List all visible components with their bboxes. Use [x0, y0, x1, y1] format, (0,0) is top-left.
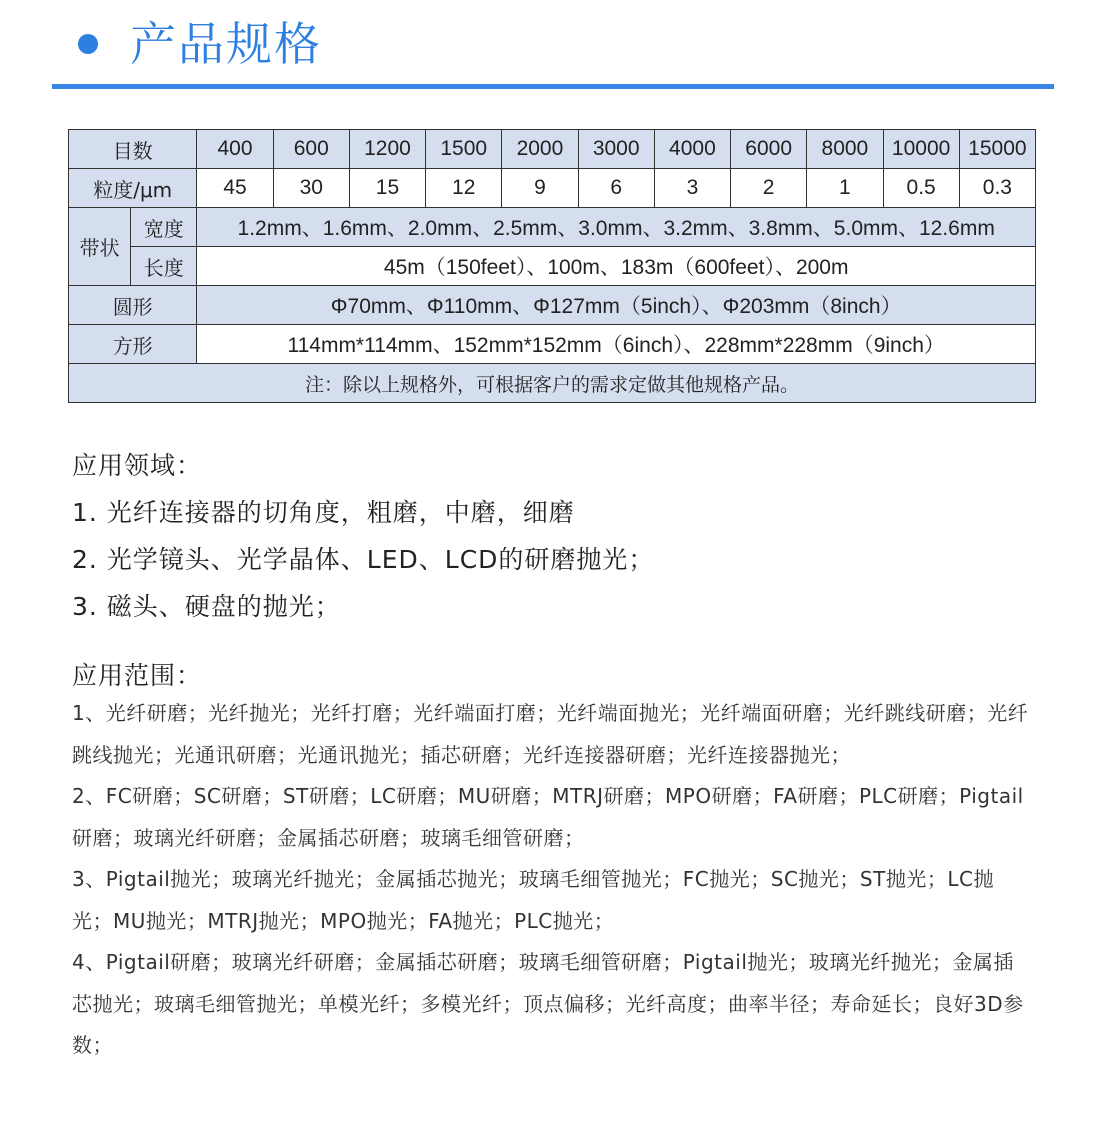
- mesh-cell: 10000: [883, 130, 959, 169]
- mesh-cell: 8000: [807, 130, 883, 169]
- spec-table: [68, 129, 1036, 403]
- scope-paragraph: 4、Pigtail研磨；玻璃光纤研磨；金属插芯研磨；玻璃毛细管研磨；Pigtail抛光；玻璃光纤抛光；金属插芯抛光；玻璃毛细管抛光；单模光纤；多模光纤；顶点偏移；光纤高度；曲率半径；寿命延长；良好3D参数；: [72, 950, 1024, 1057]
- grit-cell: 2: [731, 169, 807, 208]
- width-label: 宽度: [131, 208, 197, 247]
- grit-row: [69, 169, 1036, 208]
- grit-cell: 3: [654, 169, 730, 208]
- mesh-cell: 2000: [502, 130, 578, 169]
- grit-cell: 30: [273, 169, 349, 208]
- table-note: 注：除以上规格外，可根据客户的需求定做其他规格产品。: [69, 364, 1036, 403]
- mesh-cell: 4000: [654, 130, 730, 169]
- note-row: [69, 364, 1036, 403]
- scope-title: 应用范围：: [72, 661, 203, 690]
- mesh-label: 目数: [69, 130, 197, 169]
- section-header: [52, 0, 1054, 92]
- square-value: 114mm*114mm、152mm*152mm（6inch）、228mm*228mm（9inch）: [197, 325, 1036, 364]
- grit-cell: 6: [578, 169, 654, 208]
- grit-cell: 1: [807, 169, 883, 208]
- mesh-cell: 6000: [731, 130, 807, 169]
- grit-cell: 0.5: [883, 169, 959, 208]
- round-label: 圆形: [69, 286, 197, 325]
- length-value: 45m（150feet）、100m、183m（600feet）、200m: [197, 247, 1036, 286]
- mesh-cell: 600: [273, 130, 349, 169]
- mesh-row: [69, 130, 1036, 169]
- length-label: 长度: [131, 247, 197, 286]
- application-item: 1. 光纤连接器的切角度，粗磨，中磨，细磨: [72, 498, 575, 527]
- mesh-cell: 1200: [349, 130, 425, 169]
- length-row: [69, 247, 1036, 286]
- grit-cell: 15: [349, 169, 425, 208]
- scope-list: [72, 693, 1032, 1067]
- application-item: 2. 光学镜头、光学晶体、LED、LCD的研磨抛光；: [72, 545, 655, 574]
- mesh-cell: 15000: [959, 130, 1035, 169]
- scope-paragraph: 1、光纤研磨；光纤抛光；光纤打磨；光纤端面打磨；光纤端面抛光；光纤端面研磨；光纤跳线研磨；光纤跳线抛光；光通讯研磨；光通讯抛光；插芯研磨；光纤连接器研磨；光纤连接器抛光；: [72, 701, 1029, 767]
- scope-paragraph: 3、Pigtail抛光；玻璃光纤抛光；金属插芯抛光；玻璃毛细管抛光；FC抛光；SC抛光；ST抛光；LC抛光；MU抛光；MTRJ抛光；MPO抛光；FA抛光；PLC抛光；: [72, 867, 994, 933]
- bullet-dot-icon: [78, 34, 98, 54]
- width-value: 1.2mm、1.6mm、2.0mm、2.5mm、3.0mm、3.2mm、3.8mm、5.0mm、12.6mm: [197, 208, 1036, 247]
- mesh-cell: 3000: [578, 130, 654, 169]
- scope-paragraph: 2、FC研磨；SC研磨；ST研磨；LC研磨；MU研磨；MTRJ研磨；MPO研磨；FA研磨；PLC研磨；Pigtail研磨；玻璃光纤研磨；金属插芯研磨；玻璃毛细管研磨；: [72, 784, 1024, 850]
- mesh-cell: 1500: [426, 130, 502, 169]
- page-title: 产品规格: [130, 17, 322, 71]
- grit-cell: 9: [502, 169, 578, 208]
- grit-label: 粒度/μm: [69, 169, 197, 208]
- header-divider: [52, 84, 1054, 89]
- applications-title: 应用领域：: [72, 451, 203, 480]
- application-item: 3. 磁头、硬盘的抛光；: [72, 592, 341, 621]
- round-value: Φ70mm、Φ110mm、Φ127mm（5inch）、Φ203mm（8inch）: [197, 286, 1036, 325]
- square-label: 方形: [69, 325, 197, 364]
- grit-cell: 12: [426, 169, 502, 208]
- strip-label: 带状: [69, 208, 131, 286]
- grit-cell: 45: [197, 169, 273, 208]
- square-row: [69, 325, 1036, 364]
- round-row: [69, 286, 1036, 325]
- grit-cell: 0.3: [959, 169, 1035, 208]
- width-row: [69, 208, 1036, 247]
- mesh-cell: 400: [197, 130, 273, 169]
